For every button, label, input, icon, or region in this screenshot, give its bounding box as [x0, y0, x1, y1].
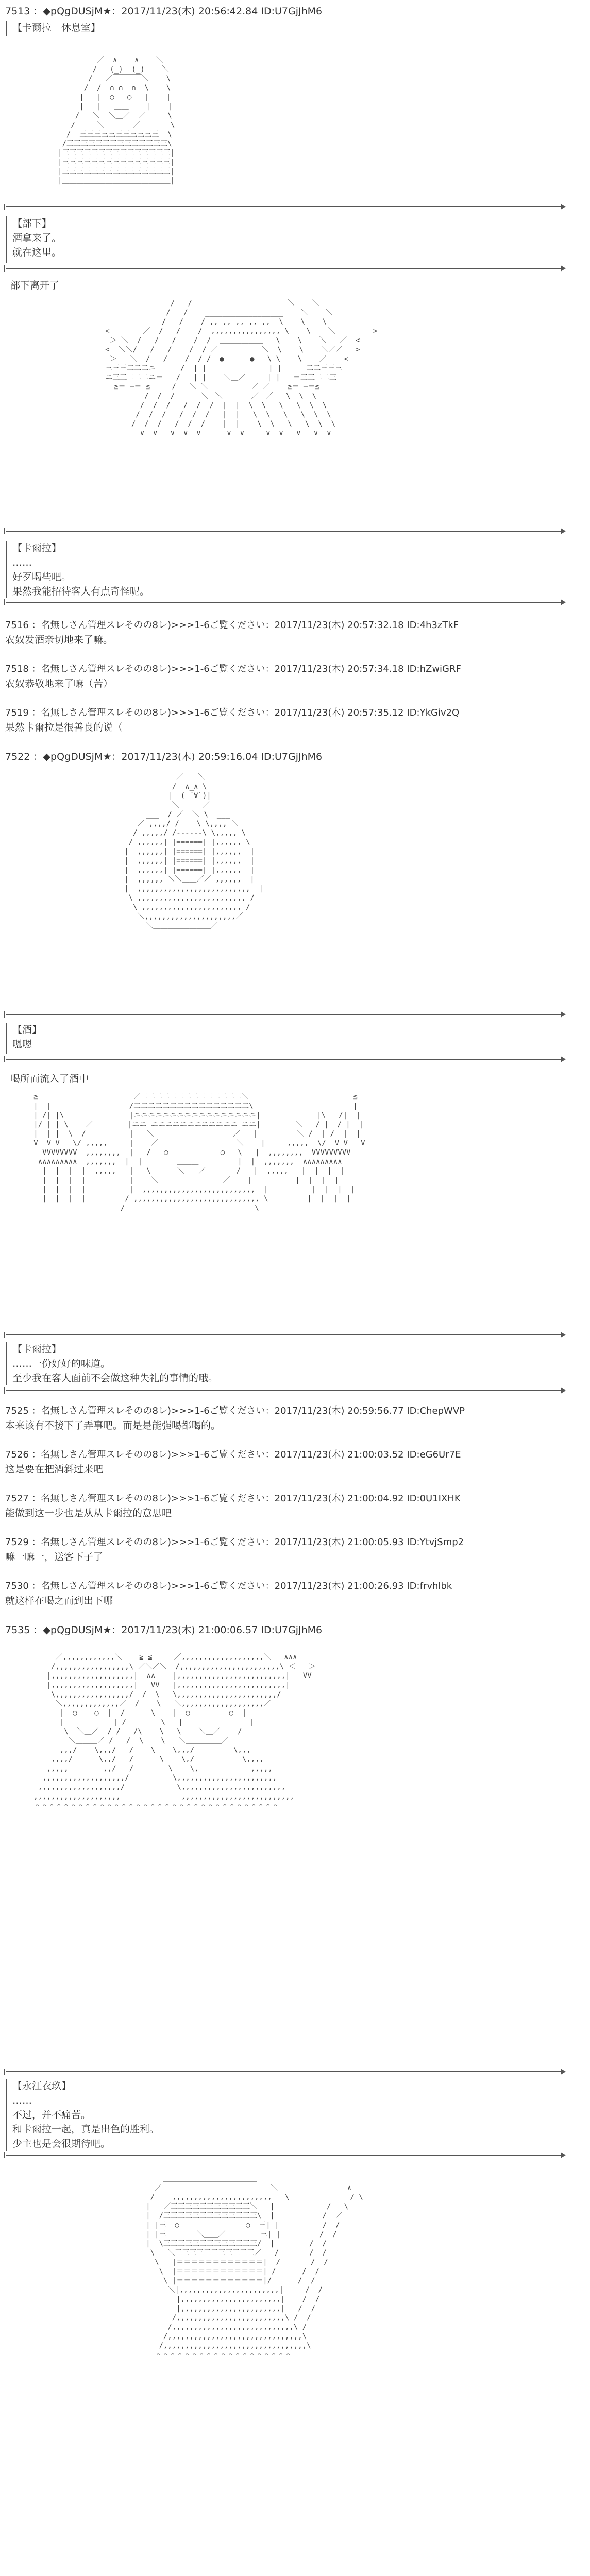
ascii-art-1: __________ ／ ∧ ∧ ＼ / (_) (_) ＼ / ／￣￣￣￣＼ \ / / ∩ ∩ ∩ \ \ | | ○ ○ | | | | ＿＿ | | / ＼ ＼＿／ ／ \ / ＼＿＿＿＿／ \ / 三三三三三三三三三三三 \ /三三三三三三三三三三三三三三\ |三三三三三三三三三三三三三三三| |三三三三三三三三三三三三三三三| |三三三三三三三三三三三三三三三| |＿＿＿＿＿＿＿＿＿＿＿＿＿＿＿|: [58, 47, 175, 185]
speech-line: 嗯嗯: [12, 1039, 32, 1050]
post-body: 农奴恭敬地来了嘛（苦）: [5, 678, 113, 689]
separator: [6, 1334, 563, 1335]
reply-7529: [0, 1535, 590, 1564]
speech-line: ……: [12, 2095, 32, 2106]
separator: [6, 1059, 563, 1060]
speech-box: [6, 1023, 564, 1054]
post-body: 这是要在把酒斜过来吧: [5, 1464, 104, 1475]
post-header: 7519 ：名無しさん管理スレそのの8レ)>>>1-6ご覧ください：2017/11/23(木) 20:57:35.12 ID:YkGiv2Q: [5, 707, 460, 718]
post-header: 7530 ：名無しさん管理スレそのの8レ)>>>1-6ご覧ください：2017/11/23(木) 21:00:26.93 ID:frvhlbk: [5, 1581, 452, 1591]
ascii-art-5: ＿＿＿＿＿＿ ＿＿＿＿＿＿＿＿＿ ／,,,,,,,,,,,,＼ ≧ ≦ ／,,,,,,,,,,,,,,,,,,,＼ ∧∧∧ /,,,,,,,,,,,,,,,,,\ ／＼／＼ /,,,,,,,,,,,,,,,,,,,,,,,\ ＜ ＞ |,,,,,,,,,,,,,,,,,,,| ∧∧ |,,,,,,,,,,,,,,,,,,,,,,,,,| VV |,,,,,,,,,,,,,,,,,,,| VV |,,,,,,,,,,,,,,,,,,,,,,,,,| \,,,,,,,,,,,,,,,,,/ / \ \,,,,,,,,,,,,,,,,,,,,,,,/ ＼,,,,,,,,,,,,,／ / \ ＼,,,,,,,,,,,,,,,,,,,／ | ○ ○ | / \ | ○ ○ | | ＿＿ | / \ | ＿＿ | \ ＼＿／ / / /\ \ \ ＼＿／ / ＼＿＿＿／ / / \ \ ＼＿＿＿＿＿／ ,,,/ \,,,/ / \ \,,,/ \,,, ,,,,/ \,,/ / \ \,/ \,,,, ,,,,, ,,/ / \ \, ,,,,, ,,,,,,,,,,,,,,,,,,,/ \,,,,,,,,,,,,,,,,,,,,,,, ,,,,,,,,,,,,,,,,,,,/ \,,,,,,,,,,,,,,,,,,,,,,,, ,,,,,,,,,,,,,,,,,,,, ,,,,,,,,,,,,,,,,,,,,,,,,,, ＾＾＾＾＾＾＾＾＾＾＾＾＾＾＾＾＾＾＾＾＾＾＾＾＾＾＾＾＾＾＾＾＾＾: [33, 1644, 316, 1810]
speech-box: [6, 216, 564, 263]
ascii-art-4: ≧ ／二二二二二二二二二二二二二二＼ ≦ | | /二二二二二二二二二二二二二二二二\ | | /| |\ |ニニニニニニニニニニニニニニニニニ| |\ /| | |/ | | \ ／ |ニニ ニニニニニニニニニニニニ ニニ| ＼ / | / | | | | | \ / | ＼＿＿＿＿＿＿＿＿＿＿＿／ | ＼ / | / | | V V V \/ ,,,,, | ／ ＼ | ,,,,, \/ V V V VVVVVVVV ,,,,,,,, | / ○ ○ \ | ,,,,,,,, VVVVVVVVV ∧∧∧∧∧∧∧∧∧ ,,,,,,, | | ＿＿＿ | | ,,,,,,, ∧∧∧∧∧∧∧∧∧ | | | | ,,,,, | \ ＼＿＿／ / | ,,,,, | | | | | | | | | ＼＿＿＿＿＿＿＿＿＿／ | | | | | | | | | | ,,,,,,,,,,,,,,,,,,,,,,,,,, | | | | | | | | | / ,,,,,,,,,,,,,,,,,,,,,,,,,,,,, \ | | | | /＿＿＿＿＿＿＿＿＿＿＿＿＿＿＿＿＿＿\: [33, 1093, 365, 1212]
post-body: 能做到这一步也是从从卡爾拉的意思吧: [5, 1507, 172, 1519]
reply-7519: [0, 706, 590, 735]
reply-7527: [0, 1492, 590, 1520]
post-body: 农奴发酒亲切地来了嘛。: [5, 634, 113, 646]
separator: [6, 268, 563, 269]
speech-box: [6, 541, 564, 598]
speaker-box: [6, 21, 564, 36]
speech-line: 少主也是会很期待吧。: [12, 2138, 111, 2149]
speaker-label: 【卡爾拉】: [12, 543, 62, 554]
post-header: 7525 ：名無しさん管理スレそのの8レ)>>>1-6ご覧ください：2017/11/23(木) 20:59:56.77 ID:ChepWVP: [5, 1405, 465, 1416]
post-header: 7522 ：◆pQgDUSjM★：2017/11/23(木) 20:59:16.04 ID:U7GjJhM6: [5, 751, 323, 762]
speech-line: ……: [12, 557, 32, 568]
post-header: 7513 ：◆pQgDUSjM★：2017/11/23(木) 20:56:42.84 ID:U7GjJhM6: [5, 6, 323, 17]
post-body: 本来该有不接下了弄事吧。而是是能强喝都喝的。: [5, 1420, 221, 1431]
speaker-label: 【永江衣玖】: [12, 2080, 72, 2092]
narration: 部下离开了: [10, 280, 60, 291]
speaker-label: 【酒】: [12, 1024, 42, 1036]
ascii-art-2: / / ＼ ＼ / / __________________ ＼ ＼ __ / / / ,, ,, ,, ,, ,, \ \ \ < ＿ ／ / / / ,,,,,,,,,,,,,,,, \ \ ＼ ＿ > ＞ ＼ / / / / / ＿＿＿＿＿＿ \ \ ＼ ／ < < ＼＼/ / / / / ／ ＼ \ \ ＼／／ > ＞ ＼ / / / / / ● ● \ \ \ ／ < 三三三二二二ニ＿ / | | ＿＿ | | ＿二二三三三 ニ三三二二二ニ＝ / | | ＼＿／ | | ＝三三二二三 ≧＝ ―＝ ≦ / ＼ ＼ ／ ／ ≧＝ ―＝≦ / / / ＼＿＼＿＿＿＿／＿／ \ \ \ / / / / / / | | \ \ \ \ \ \ / / / / / / | | \ \ \ \ \ \ / / / / / / | | \ \ \ \ \ \ ∨ ∨ ∨ ∨ ∨ ∨ ∨ ∨ ∨ ∨ ∨ ∨: [105, 299, 378, 437]
post-7522: [0, 750, 590, 764]
post-header: 7518 ：名無しさん管理スレそのの8レ)>>>1-6ご覧ください：2017/11/23(木) 20:57:34.18 ID:hZwiGRF: [5, 664, 461, 674]
separator: [6, 531, 563, 532]
separator: [6, 2155, 563, 2156]
speech-line: 果然我能招待客人有点奇怪呢。: [12, 586, 150, 597]
post-header: 7516 ：名無しさん管理スレそのの8レ)>>>1-6ご覧ください：2017/11/23(木) 20:57:32.18 ID:4h3zTkF: [5, 620, 459, 631]
narration: 喝所而流入了酒中: [10, 1073, 89, 1084]
post-body: 嘛一嘛一，送客下子了: [5, 1551, 104, 1563]
speech-line: 不过，并不痛苦。: [12, 2109, 91, 2121]
speech-line: 好歹喝些吧。: [12, 571, 72, 583]
separator: [6, 2071, 563, 2072]
post-7513: [0, 4, 590, 19]
speech-box: [6, 1342, 564, 1385]
post-7535: [0, 1623, 590, 1637]
reply-7526: [0, 1448, 590, 1477]
speech-line: 【部下】: [12, 218, 52, 229]
speaker-label: 【卡爾拉 休息室】: [12, 22, 101, 33]
speech-box: [6, 2079, 564, 2151]
reply-7530: [0, 1579, 590, 1608]
post-header: 7529 ：名無しさん管理スレそのの8レ)>>>1-6ご覧ください：2017/11/23(木) 21:00:05.93 ID:YtvjSmp2: [5, 1537, 464, 1548]
speech-line: 至少我在客人面前不会做这种失礼的事情的哦。: [12, 1372, 218, 1384]
speech-line: 和卡爾拉一起，真是出色的胜利。: [12, 2124, 160, 2135]
separator: [6, 206, 563, 207]
ascii-art-6: ＿＿＿＿＿＿＿＿＿＿＿＿＿ ／ ＼ ∧ / ,,,,,,,,,,,,,,,,,,,,,,, \ / \ | ／三三三三三三三三三三三＼ | / \ | /三三三三三三三三三三三三三\ | / ／ | |三 ○ ＿＿ ○ 三| | / / | |三 ＼＿＿／ 三| | / / | \三三三三三三三三三三三三三/ | / / \ ＼三三三三三三三三三三三／ / / / \ |＝＝＝＝＝＝＝＝＝＝＝＝| / / / \ |＝＝＝＝＝＝＝＝＝＝＝＝| / / / \ |＝＝＝＝＝＝＝＝＝＝＝＝|/ / / ＼|,,,,,,,,,,,,,,,,,,,,,,,| / / |,,,,,,,,,,,,,,,,,,,,,,,| / / |,,,,,,,,,,,,,,,,,,,,,,,| / / /,,,,,,,,,,,,,,,,,,,,,,,,,\ / / /,,,,,,,,,,,,,,,,,,,,,,,,,,,,\ / /,,,,,,,,,,,,,,,,,,,,,,,,,,,,,,,\ /,,,,,,,,,,,,,,,,,,,,,,,,,,,,,,,,,\ ＾＾＾＾＾＾＾＾＾＾＾＾＾＾＾＾＾＾＾: [146, 2175, 363, 2359]
post-body: 果然卡爾拉是很善良的说（: [5, 722, 123, 733]
separator: [6, 1014, 563, 1015]
post-header: 7526 ：名無しさん管理スレそのの8レ)>>>1-6ご覧ください：2017/11/23(木) 21:00:03.52 ID:eG6Ur7E: [5, 1449, 461, 1460]
separator: [6, 1390, 563, 1391]
reply-7516: [0, 618, 590, 647]
reply-7518: [0, 662, 590, 691]
ascii-art-3: ／￣￣＼ / ∧_∧ \ | ( ´∀`)| ＼ ＿＿ ／ ___ / ／ ＼ \ ___ ／ ,,,,/ / \ \,,,, ＼ / ,,,,,/ /------\ \,,,,, \ / ,,,,,,| |======| |,,,,,, \ | ,,,,,,| |======| |,,,,,, | | ,,,,,,| |======| |,,,,,, | | ,,,,,,| |======| |,,,,,, | | ,,,,,, ＼＼＿＿／／ ,,,,,, | | ,,,,,,,,,,,,,,,,,,,,,,,,,, | \ ,,,,,,,,,,,,,,,,,,,,,,,,, / \ ,,,,,,,,,,,,,,,,,,,,,,, / ＼,,,,,,,,,,,,,,,,,,,,,／ ＼＿＿＿＿＿＿＿＿／: [124, 773, 263, 930]
reply-7525: [0, 1404, 590, 1433]
speech-line: ……一份好好的味道。: [12, 1358, 111, 1369]
separator: [6, 602, 563, 603]
speaker-label: 【卡爾拉】: [12, 1344, 62, 1355]
speech-line: 就在这里。: [12, 247, 62, 258]
post-body: 就这样在喝之而到出下哪: [5, 1595, 113, 1606]
speech-line: 酒拿来了。: [12, 232, 62, 244]
post-header: 7527 ：名無しさん管理スレそのの8レ)>>>1-6ご覧ください：2017/11/23(木) 21:00:04.92 ID:0U1IXHK: [5, 1493, 461, 1504]
post-header: 7535 ：◆pQgDUSjM★：2017/11/23(木) 21:00:06.57 ID:U7GjJhM6: [5, 1624, 323, 1636]
